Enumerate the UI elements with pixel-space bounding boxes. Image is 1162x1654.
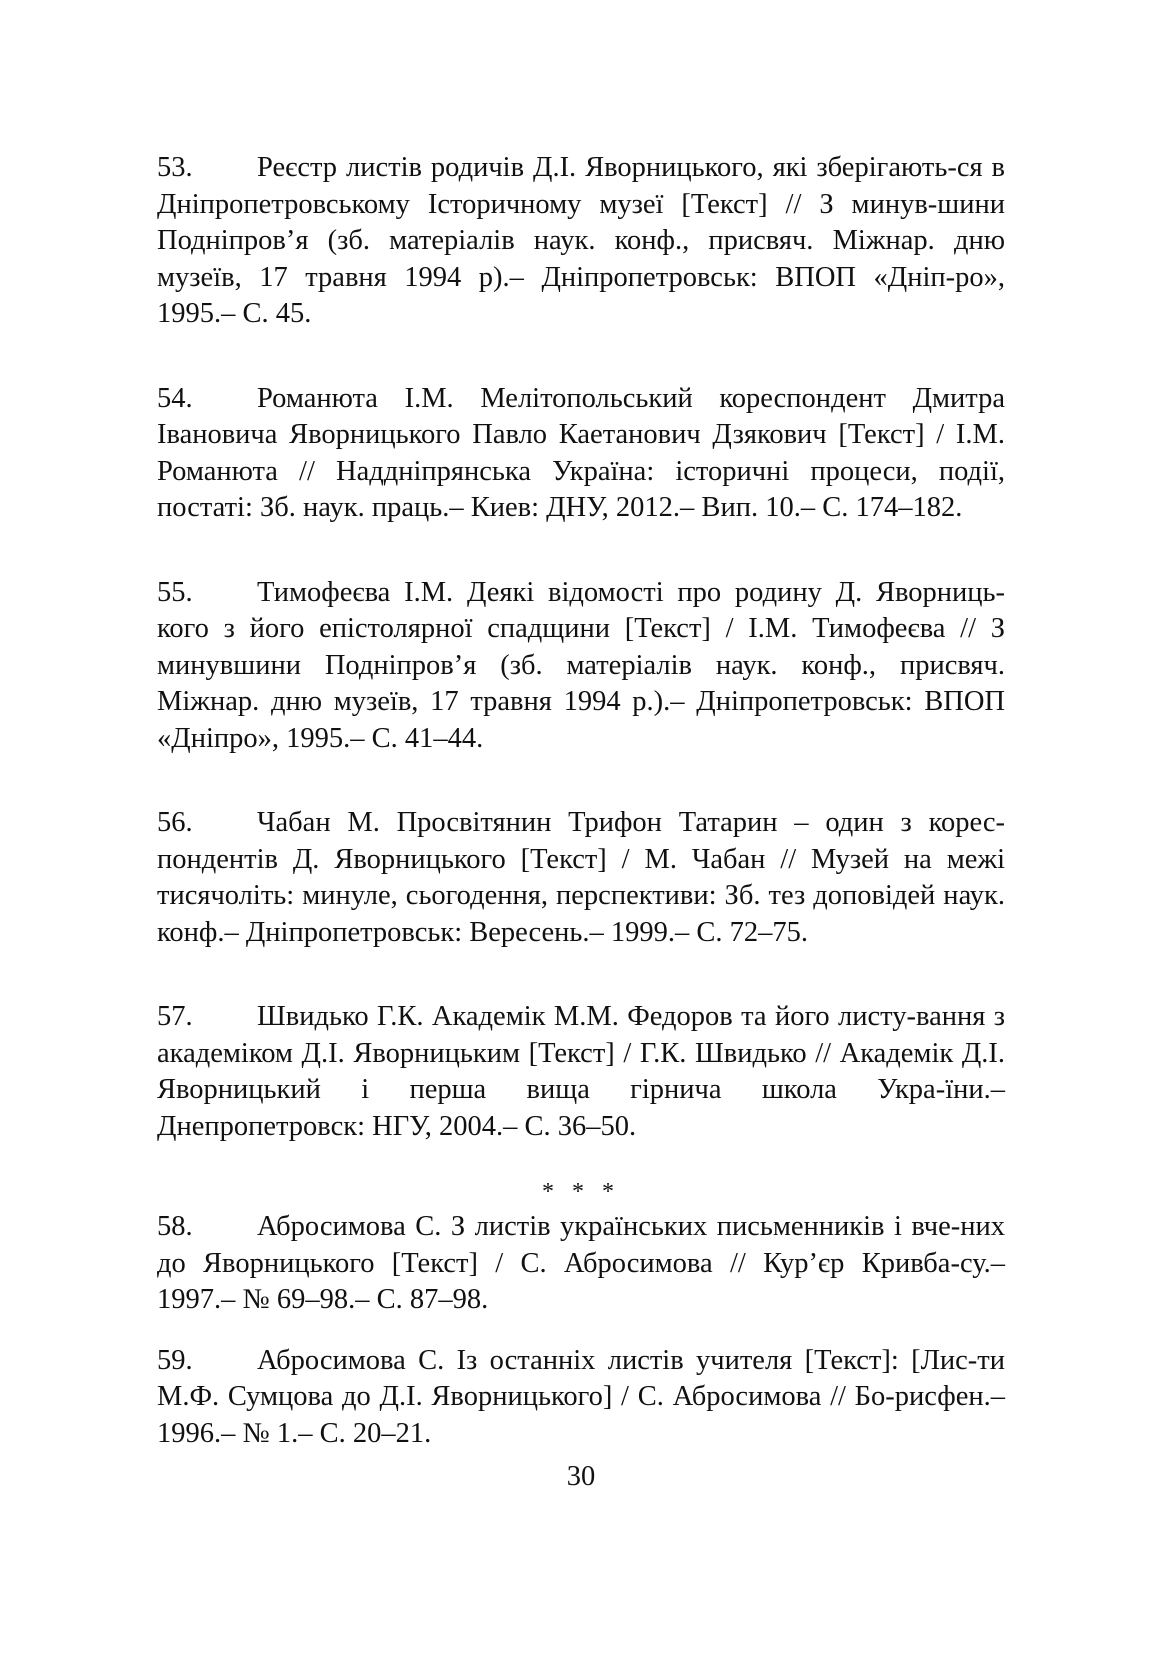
entry-text: Романюта І.М. Мелітопольський кореспондент Дмитра Івановича Яворницького Павло Каетанович Дзякович [Текст] / І.М. Романюта // Наддніпрянська Україна: історичні процеси, події, постаті: Зб. наук. праць.– Киев: ДНУ, 2012.– Вип. 10.– С. 174–182. xyxy=(157,382,1005,523)
entry-number: 59. xyxy=(157,1344,193,1376)
page-number: 30 xyxy=(566,1461,596,1492)
bibliography-entry-54 xyxy=(157,381,1005,527)
entry-text: Реєстр листів родичів Д.І. Яворницького, які зберігають-ся в Дніпропетровському Історичному музеї [Текст] // З минув-шини Подніпров’я (зб. матеріалів наук. конф., присвяч. Міжнар. дню музеїв, 17 травня 1994 р).– Дніпропетровськ: ВПОП «Дніп-ро», 1995.– С. 45. xyxy=(157,152,1005,329)
bibliography-entry-58 xyxy=(157,1209,1005,1319)
bibliography-entry-53 xyxy=(157,150,1005,333)
entry-number: 54. xyxy=(157,382,193,414)
entry-text: Абросимова С. Із останніх листів учителя [Текст]: [Лис-ти М.Ф. Сумцова до Д.І. Яворницького] / С. Абросимова // Бо-рисфен.– 1996.– № 1.– С. 20–21. xyxy=(157,1344,1005,1449)
bibliography-entry-55 xyxy=(157,575,1005,758)
entry-number: 53. xyxy=(157,152,193,183)
bibliography-entry-59 xyxy=(157,1343,1005,1453)
entry-number: 58. xyxy=(157,1211,193,1242)
section-separator: * * * xyxy=(542,1179,620,1205)
entry-number: 56. xyxy=(157,807,193,838)
entry-number: 55. xyxy=(157,576,193,608)
entry-text: Швидько Г.К. Академік М.М. Федоров та його листу-вання з академіком Д.І. Яворницьким [Текст] / Г.К. Швидько // Академік Д.І. Яворницький і перша вища гірнича школа Укра-їни.– Днепропетровск: НГУ, 2004.– С. 36–50. xyxy=(157,1001,1005,1142)
bibliography-entry-57 xyxy=(157,999,1005,1145)
entry-text: Тимофеєва І.М. Деякі відомості про родину Д. Яворниць-кого з його епістолярної спадщини [Текст] / І.М. Тимофеєва // З минувшини Подніпров’я (зб. матеріалів наук. конф., присвяч. Міжнар. дню музеїв, 17 травня 1994 р.).– Дніпропетровськ: ВПОП «Дніпро», 1995.– С. 41–44. xyxy=(157,576,1005,754)
bibliography-page xyxy=(157,150,1005,1452)
entry-text: Чабан М. Просвітянин Трифон Татарин – один з корес-пондентів Д. Яворницького [Текст] / М. Чабан // Музей на межі тисячоліть: минуле, сьогодення, перспективи: Зб. тез доповідей наук. конф.– Дніпропетровськ: Вересень.– 1999.– С. 72–75. xyxy=(157,807,1005,948)
entry-text: Абросимова С. З листів українських письменників і вче-них до Яворницького [Текст] / С. Абросимова // Кур’єр Кривба-су.– 1997.– № 69–98.– С. 87–98. xyxy=(157,1211,1005,1315)
bibliography-entry-56 xyxy=(157,805,1005,951)
entry-number: 57. xyxy=(157,1001,193,1032)
